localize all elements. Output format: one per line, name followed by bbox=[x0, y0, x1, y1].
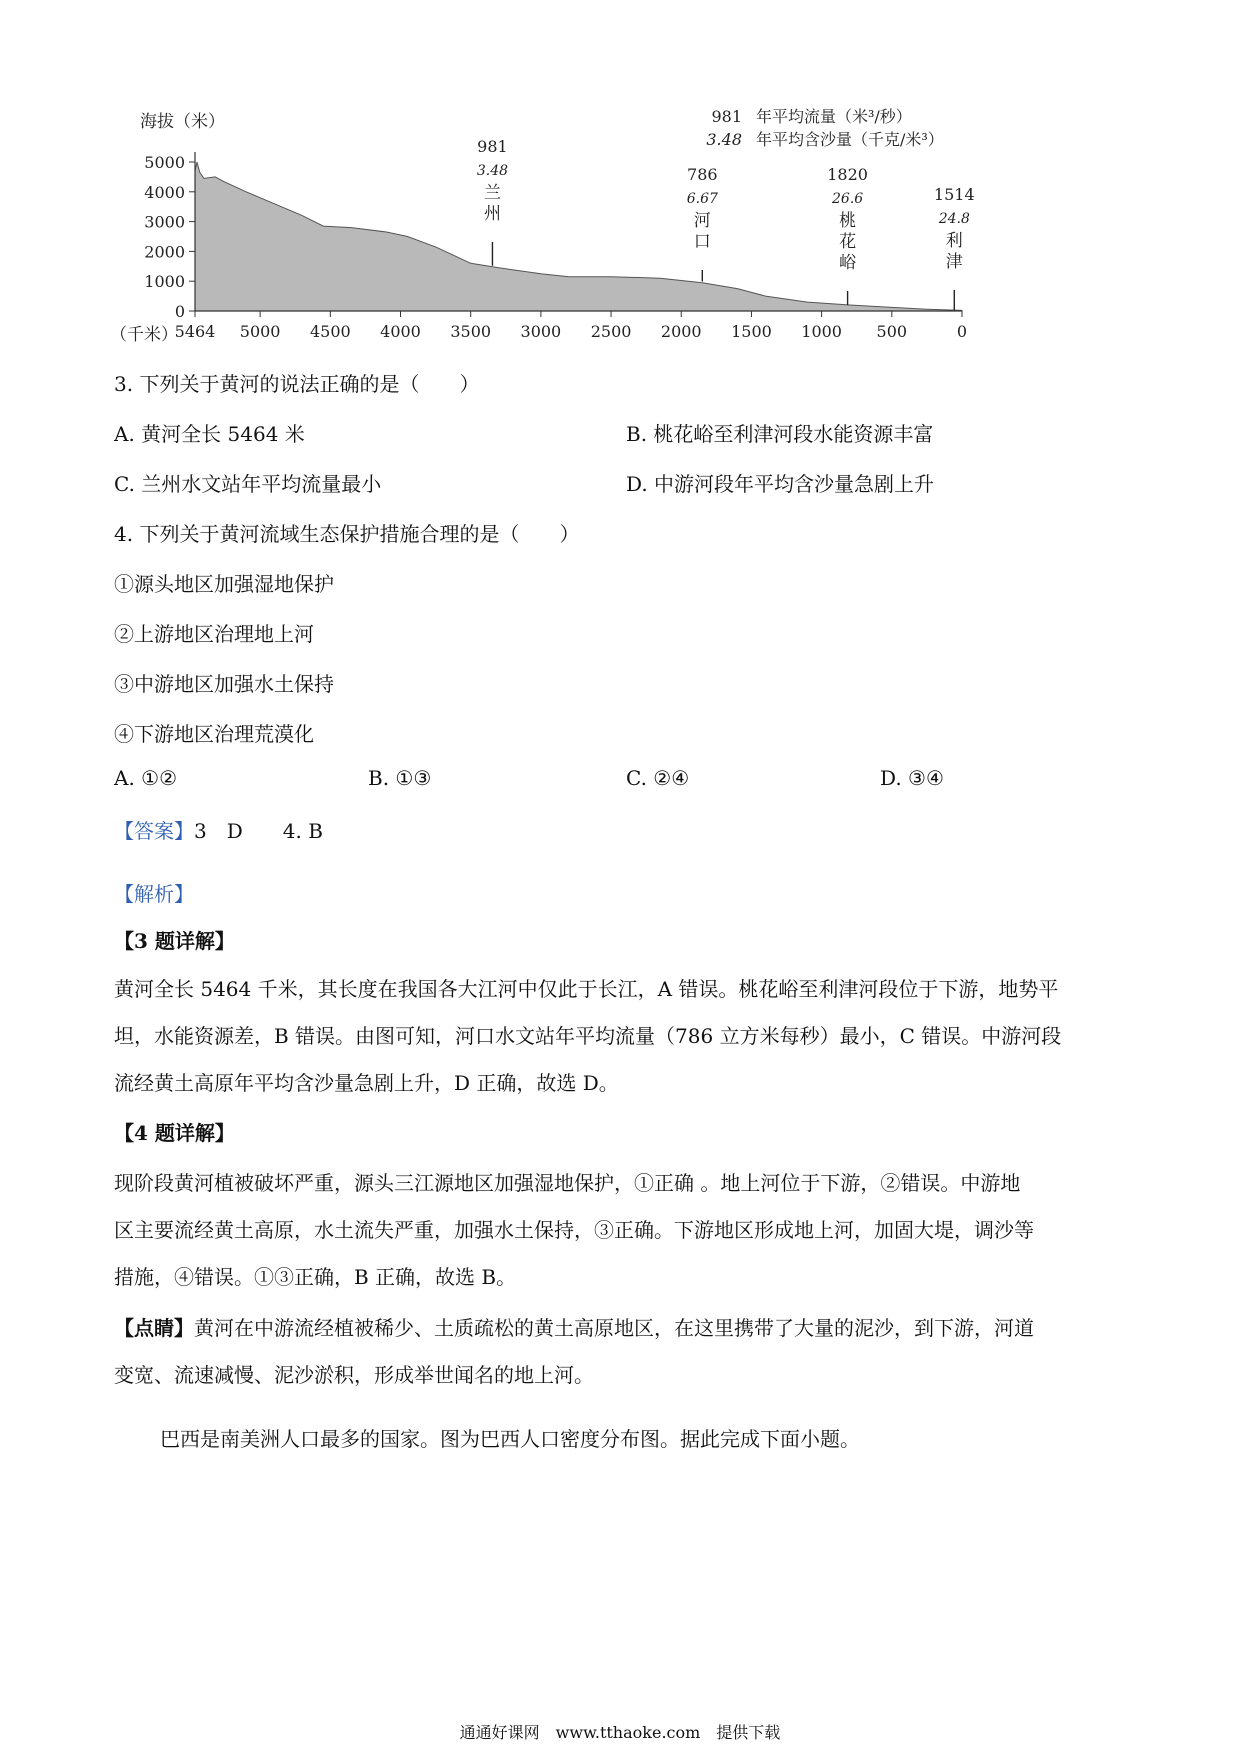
x-tick-label: 2500 bbox=[590, 322, 632, 341]
detail-3-line: 黄河全长 5464 千米，其长度在我国各大江河中仅此于长江，A 错误。桃花峪至利津河段位于下游，地势平 bbox=[114, 977, 1059, 1001]
q4-option-b[interactable]: B. ①③ bbox=[368, 766, 432, 790]
footer-source: 通通好课网 www.tthaoke.com 提供下载 bbox=[459, 1723, 781, 1742]
x-tick-label: 1500 bbox=[731, 322, 772, 341]
x-tick-label: 4000 bbox=[380, 322, 421, 341]
x-tick-label: 3000 bbox=[520, 322, 562, 341]
q4-item-3: ③中游地区加强水土保持 bbox=[114, 672, 334, 696]
legend-value: 981 bbox=[711, 107, 742, 126]
x-tick-label: 500 bbox=[876, 322, 908, 341]
legend-label: 年平均流量（米³/秒） bbox=[756, 107, 912, 126]
q3-option-a[interactable]: A. 黄河全长 5464 米 bbox=[114, 422, 305, 446]
q3-stem: 3. 下列关于黄河的说法正确的是（ ） bbox=[114, 372, 480, 396]
station-flow: 786 bbox=[687, 165, 718, 184]
tip-line bbox=[114, 1305, 1034, 1352]
detail-3-line: 坦，水能资源差，B 错误。由图可知，河口水文站年平均流量（786 立方米每秒）最小，C 错误。中游河段 bbox=[114, 1024, 1062, 1048]
y-tick-label: 4000 bbox=[144, 182, 185, 202]
y-tick-label: 0 bbox=[174, 302, 185, 321]
station-name-char: 利 bbox=[945, 231, 963, 251]
answer-text: 3 D 4. B bbox=[194, 819, 323, 843]
x-tick-label: 5000 bbox=[239, 322, 281, 341]
station-sediment: 3.48 bbox=[476, 163, 509, 179]
tip-block bbox=[114, 1305, 1034, 1399]
station-sediment: 26.6 bbox=[832, 191, 864, 207]
q4-option-d[interactable]: D. ③④ bbox=[880, 766, 944, 790]
answer-line bbox=[114, 815, 323, 844]
detail-4-title: 【4 题详解】 bbox=[114, 1121, 235, 1145]
q4-item-1: ①源头地区加强湿地保护 bbox=[114, 572, 334, 596]
station-flow: 1514 bbox=[933, 185, 975, 204]
station-name-char: 兰 bbox=[483, 183, 501, 203]
q4-option-a[interactable]: A. ①② bbox=[114, 766, 178, 790]
detail-4-line: 措施，④错误。①③正确，B 正确，故选 B。 bbox=[114, 1265, 517, 1289]
detail-3-line: 流经黄土高原年平均含沙量急剧上升，D 正确，故选 D。 bbox=[114, 1071, 619, 1095]
next-question-intro: 巴西是南美洲人口最多的国家。图为巴西人口密度分布图。据此完成下面小题。 bbox=[160, 1427, 860, 1451]
legend-value: 3.48 bbox=[706, 130, 742, 149]
answer-tag: 【答案】 bbox=[114, 819, 194, 843]
station-sediment: 24.8 bbox=[938, 211, 970, 227]
detail-4-line: 现阶段黄河植被破坏严重，源头三江源地区加强湿地保护，①正确 。地上河位于下游，②错误。中游地 bbox=[114, 1171, 1021, 1195]
x-tick-label: 1000 bbox=[801, 322, 842, 341]
tip-tag: 【点睛】 bbox=[114, 1316, 194, 1340]
y-tick-label: 3000 bbox=[144, 212, 185, 232]
q4-option-c[interactable]: C. ②④ bbox=[626, 766, 690, 790]
x-tick-label: 5464 bbox=[174, 322, 216, 341]
tip-line: 变宽、流速减慢、泥沙淤积，形成举世闻名的地上河。 bbox=[114, 1363, 594, 1387]
station-name-char: 口 bbox=[693, 232, 711, 252]
detail-3-body bbox=[114, 966, 1061, 1107]
detail-3-title: 【3 题详解】 bbox=[114, 929, 235, 953]
q4-stem: 4. 下列关于黄河流域生态保护措施合理的是（ ） bbox=[114, 522, 580, 546]
x-axis-unit: （千米） bbox=[110, 325, 178, 345]
detail-4-line: 区主要流经黄土高原，水土流失严重，加强水土保持，③正确。下游地区形成地上河，加固大堤，调沙等 bbox=[114, 1218, 1034, 1242]
y-tick-label: 5000 bbox=[144, 153, 185, 172]
station-name-char: 河 bbox=[693, 211, 711, 231]
analysis-tag: 【解析】 bbox=[114, 882, 194, 906]
station-sediment: 6.67 bbox=[686, 191, 718, 207]
x-tick-label: 0 bbox=[956, 322, 968, 341]
x-tick-label: 3500 bbox=[450, 322, 492, 341]
x-tick-label: 4500 bbox=[309, 322, 351, 341]
plot-area bbox=[144, 137, 974, 341]
station-name-char: 津 bbox=[945, 252, 963, 272]
y-axis-label: 海拔（米） bbox=[140, 112, 225, 132]
q3-option-c[interactable]: C. 兰州水文站年平均流量最小 bbox=[114, 472, 382, 496]
y-tick-label: 2000 bbox=[144, 242, 185, 262]
station-flow: 981 bbox=[477, 137, 508, 156]
yellow-river-profile-chart bbox=[0, 0, 1240, 350]
station-name-char: 峪 bbox=[839, 253, 857, 273]
station-name-char: 州 bbox=[483, 204, 501, 224]
detail-4-body bbox=[114, 1160, 1034, 1301]
q3-option-d[interactable]: D. 中游河段年平均含沙量急剧上升 bbox=[626, 472, 935, 496]
chart-legend bbox=[706, 107, 943, 149]
y-tick-label: 1000 bbox=[144, 272, 185, 292]
station-name-char: 花 bbox=[839, 232, 857, 252]
legend-label: 年平均含沙量（千克/米³） bbox=[756, 130, 944, 149]
q4-item-2: ②上游地区治理地上河 bbox=[114, 622, 314, 646]
q3-option-b[interactable]: B. 桃花峪至利津河段水能资源丰富 bbox=[626, 422, 934, 446]
station-name-char: 桃 bbox=[839, 211, 857, 231]
station-flow: 1820 bbox=[827, 165, 868, 184]
tip-text: 黄河在中游流经植被稀少、土质疏松的黄土高原地区，在这里携带了大量的泥沙，到下游，河道 bbox=[194, 1316, 1034, 1340]
q4-item-4: ④下游地区治理荒漠化 bbox=[114, 722, 314, 746]
x-tick-label: 2000 bbox=[660, 322, 702, 341]
